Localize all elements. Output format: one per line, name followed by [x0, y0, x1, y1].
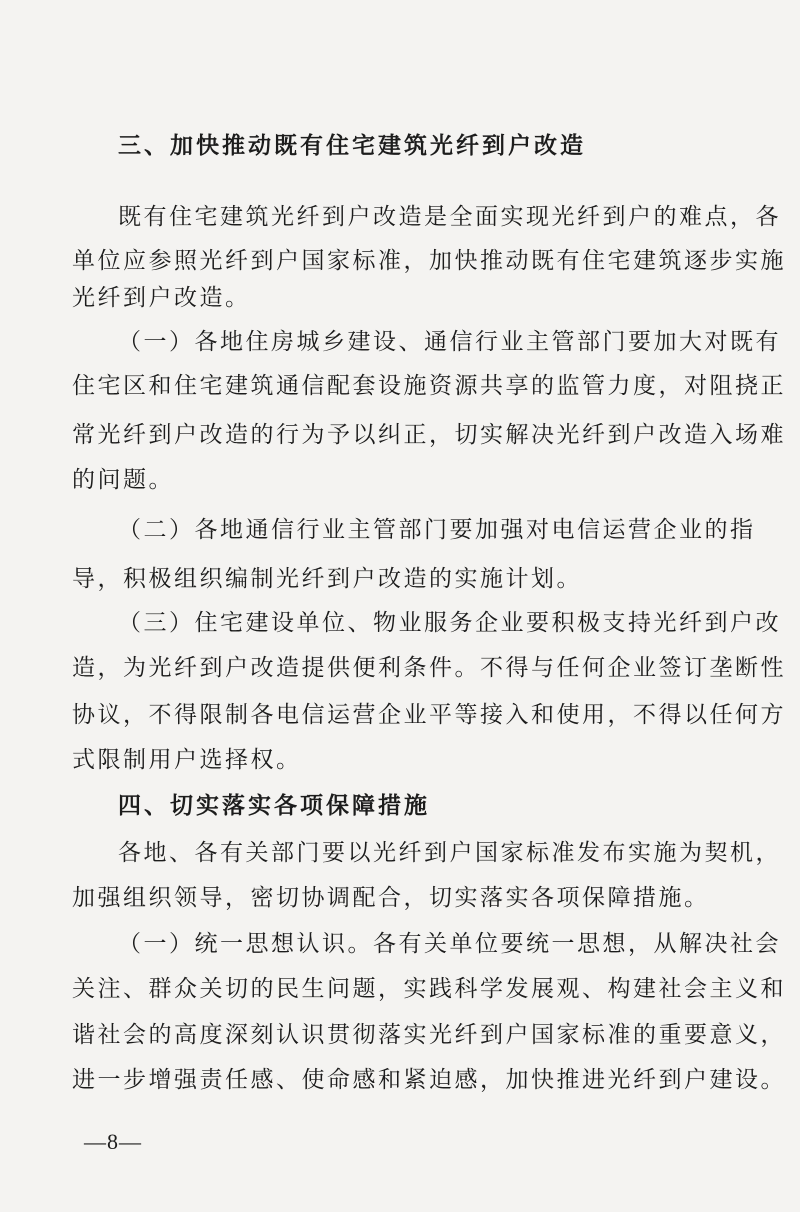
paragraph-line: （二）各地通信行业主管部门要加强对电信运营企业的指: [118, 517, 756, 543]
section-heading-4: 四、切实落实各项保障措施: [118, 793, 430, 819]
paragraph-line: 常光纤到户改造的行为予以纠正，切实解决光纤到户改造入场难: [72, 422, 786, 448]
paragraph-line: 关注、群众关切的民生问题，实践科学发展观、构建社会主义和: [72, 976, 786, 1002]
paragraph-line: 谐社会的高度深刻认识贯彻落实光纤到户国家标准的重要意义，: [72, 1022, 786, 1048]
section-heading-3: 三、加快推动既有住宅建筑光纤到户改造: [118, 133, 586, 159]
paragraph-line: 住宅区和住宅建筑通信配套设施资源共享的监管力度，对阻挠正: [72, 373, 786, 399]
paragraph-line: 造，为光纤到户改造提供便利条件。不得与任何企业签订垄断性: [72, 655, 786, 681]
paragraph-line: 各地、各有关部门要以光纤到户国家标准发布实施为契机，: [118, 840, 781, 866]
paragraph-line: （一）各地住房城乡建设、通信行业主管部门要加大对既有: [118, 329, 781, 355]
paragraph-line: 加强组织领导，密切协调配合，切实落实各项保障措施。: [72, 885, 710, 911]
paragraph-line: 式限制用户选择权。: [72, 747, 302, 773]
paragraph-line: 协议，不得限制各电信运营企业平等接入和使用，不得以任何方: [72, 702, 786, 728]
paragraph-line: 的问题。: [72, 467, 174, 493]
paragraph-line: （三）住宅建设单位、物业服务企业要积极支持光纤到户改: [118, 610, 781, 636]
paragraph-line: （一）统一思想认识。各有关单位要统一思想，从解决社会: [118, 931, 781, 957]
paragraph-line: 既有住宅建筑光纤到户改造是全面实现光纤到户的难点，各: [118, 204, 781, 230]
paragraph-line: 导，积极组织编制光纤到户改造的实施计划。: [72, 566, 582, 592]
paragraph-line: 进一步增强责任感、使命感和紧迫感，加快推进光纤到户建设。: [72, 1067, 786, 1093]
page-number: —8—: [84, 1129, 142, 1154]
paragraph-line: 光纤到户改造。: [72, 285, 251, 311]
paragraph-line: 单位应参照光纤到户国家标准，加快推动既有住宅建筑逐步实施: [72, 248, 786, 274]
